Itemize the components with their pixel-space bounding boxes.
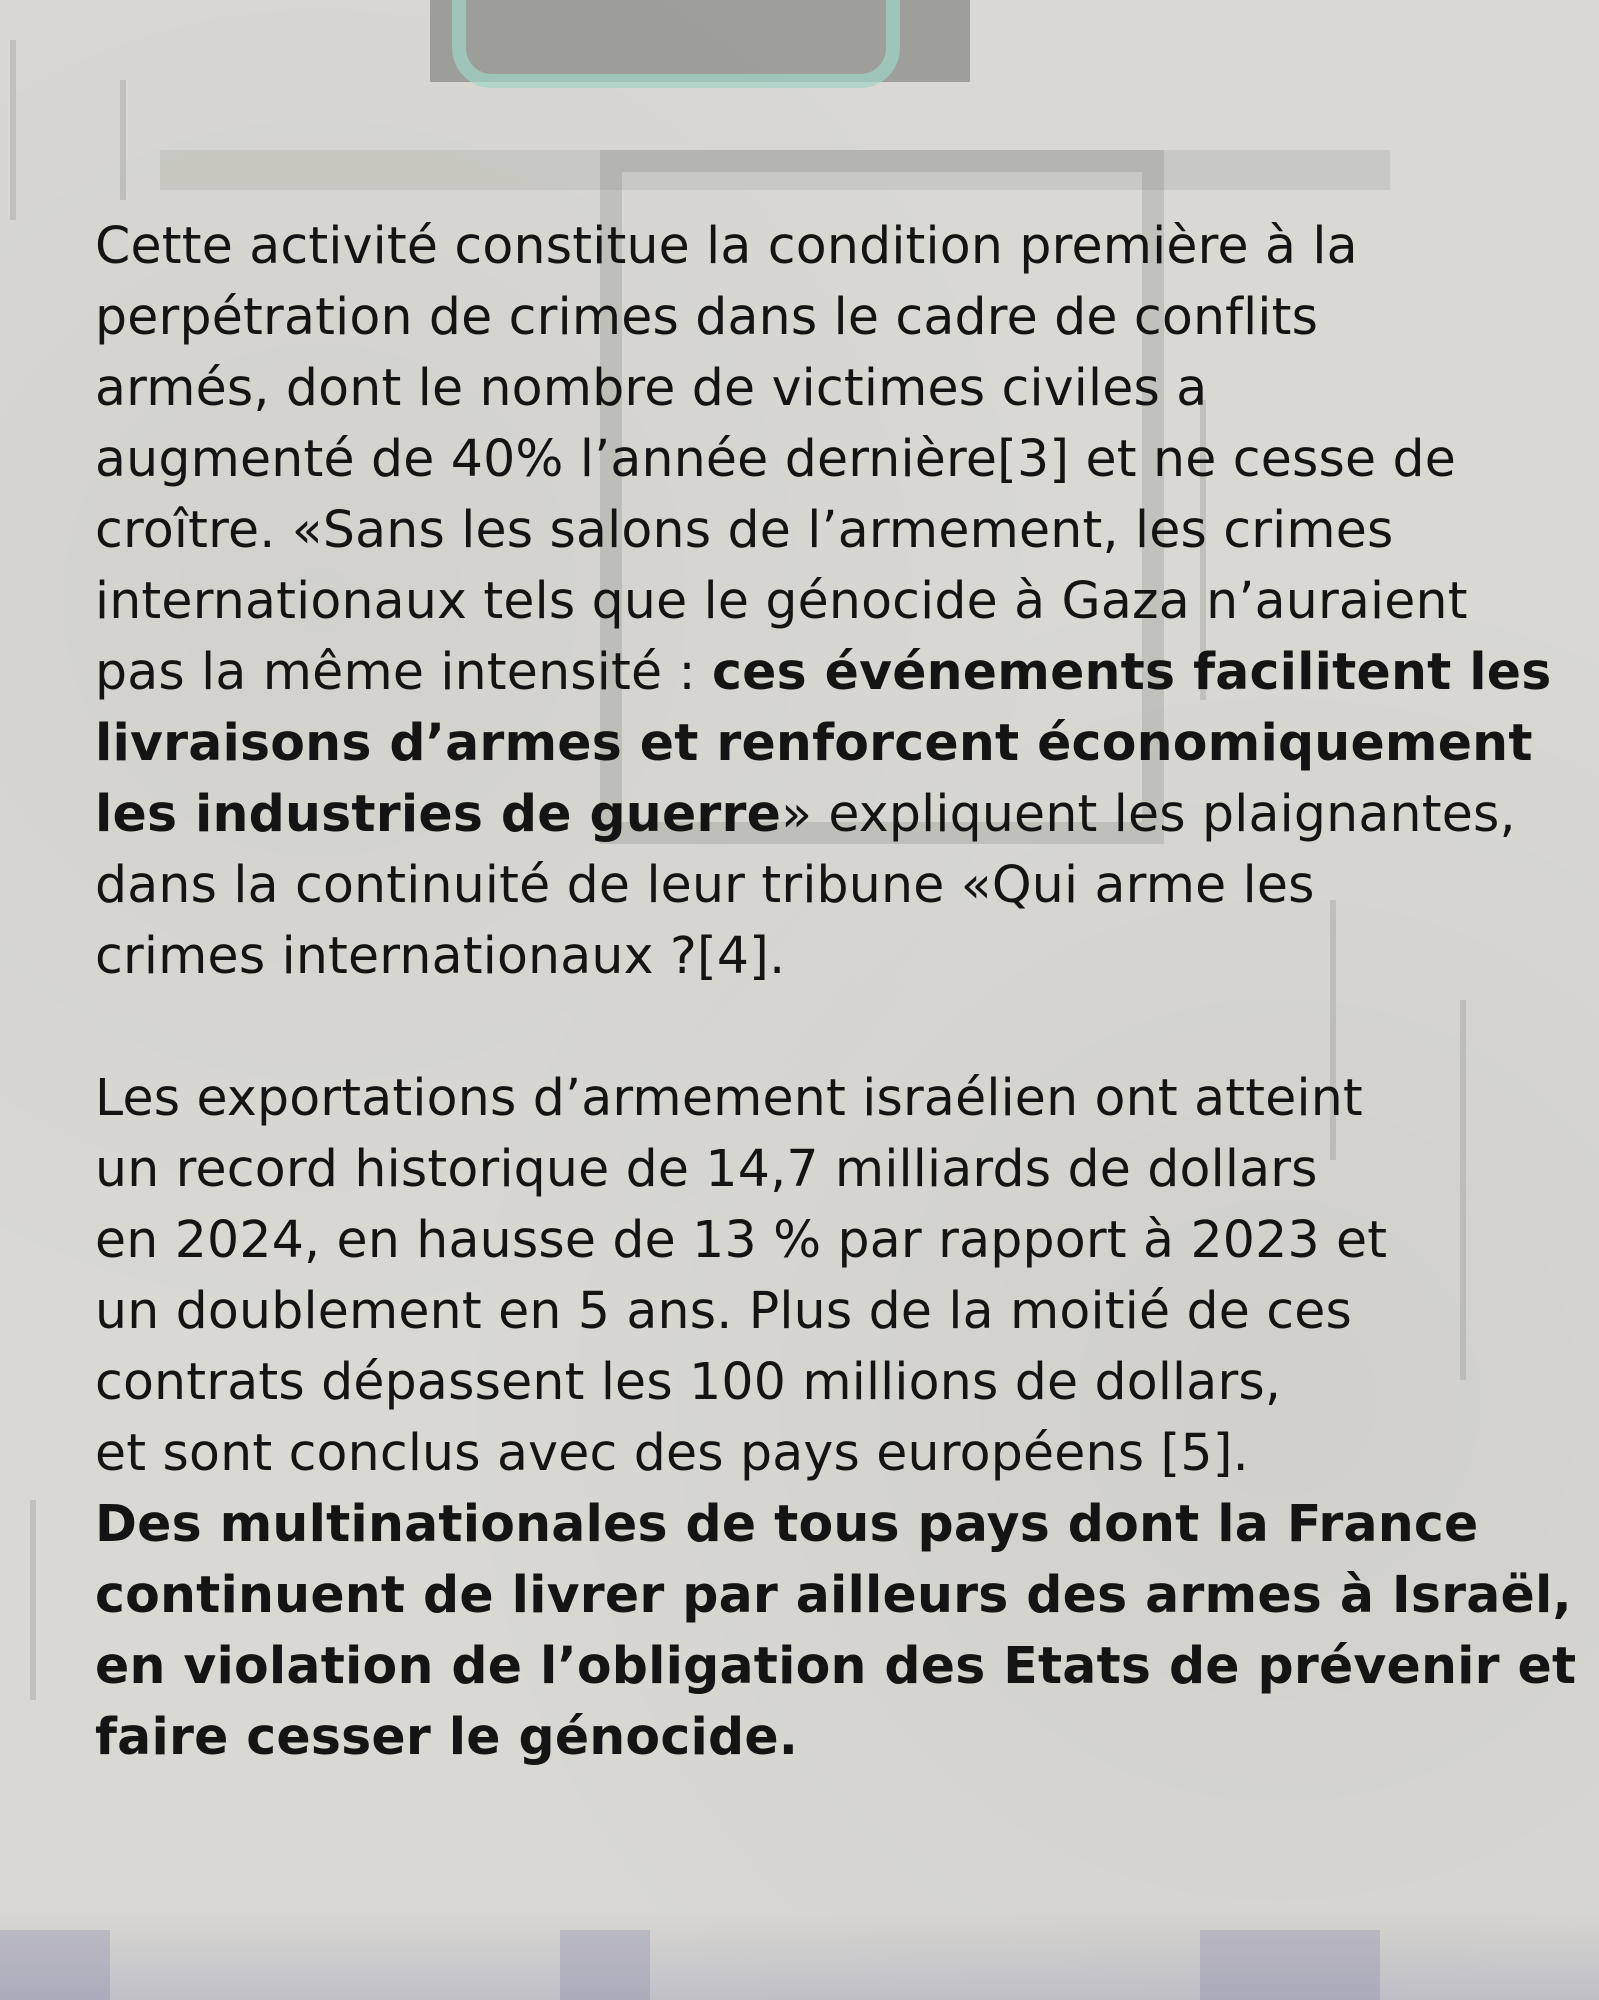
text-line	[95, 352, 1515, 423]
text-line	[95, 1488, 1515, 1559]
text-run: en 2024, en hausse de 13 % par rapport à 2023 et	[95, 1210, 1388, 1269]
text-line	[95, 707, 1533, 778]
text-run: Cette activité constitue la condition première à la	[95, 216, 1358, 275]
text-line	[95, 423, 1515, 494]
text-line	[95, 920, 1515, 991]
text-run: et sont conclus avec des pays européens [5].	[95, 1423, 1249, 1482]
paragraph-spacer	[95, 991, 1515, 1062]
text-line	[95, 1417, 1515, 1488]
paragraph-1	[95, 210, 1552, 991]
text-line	[95, 1204, 1515, 1275]
text-line	[95, 565, 1515, 636]
text-run: crimes internationaux ?[4].	[95, 926, 786, 985]
background-logo-band	[430, 0, 970, 82]
text-run: augmenté de 40% l’année dernière[3] et ne cesse de	[95, 429, 1457, 488]
text-line	[95, 1701, 1515, 1772]
paragraph-2	[95, 1062, 1577, 1772]
text-run: perpétration de crimes dans le cadre de conflits	[95, 287, 1319, 346]
text-line	[95, 1062, 1515, 1133]
bold-text-run: Des multinationales de tous pays dont la France	[95, 1494, 1479, 1553]
text-run: un record historique de 14,7 milliards de dollars	[95, 1139, 1318, 1198]
background-streak	[10, 40, 16, 220]
bold-text-run: livraisons d’armes et renforcent économiquement	[95, 713, 1533, 772]
text-line	[95, 494, 1515, 565]
text-run: un doublement en 5 ans. Plus de la moitié de ces	[95, 1281, 1353, 1340]
article-text	[95, 210, 1577, 1772]
background-bottom-block	[0, 1930, 110, 2000]
bold-text-run: ces événements facilitent les	[712, 642, 1552, 701]
text-line	[95, 778, 1515, 849]
text-run: croître. «Sans les salons de l’armement, les crimes	[95, 500, 1394, 559]
bold-text-run: les industries de guerre	[95, 784, 782, 843]
text-line	[95, 1346, 1515, 1417]
bold-text-run: faire cesser le génocide.	[95, 1707, 799, 1766]
bold-text-run: en violation de l’obligation des Etats de prévenir et	[95, 1636, 1577, 1695]
text-line	[95, 1275, 1515, 1346]
text-run: armés, dont le nombre de victimes civiles a	[95, 358, 1208, 417]
text-line	[95, 636, 1552, 707]
background-bottom-block	[560, 1930, 650, 2000]
text-line	[95, 849, 1515, 920]
background-bottom-fade	[0, 1910, 1599, 2000]
text-line	[95, 210, 1515, 281]
text-run: Les exportations d’armement israélien ont atteint	[95, 1068, 1363, 1127]
background-top-band	[160, 150, 1390, 190]
background-streak	[30, 1500, 36, 1700]
background-bottom-block	[1200, 1930, 1380, 2000]
text-run: dans la continuité de leur tribune «Qui arme les	[95, 855, 1315, 914]
text-run: internationaux tels que le génocide à Gaza n’auraient	[95, 571, 1468, 630]
bold-text-run: continuent de livrer par ailleurs des armes à Israël,	[95, 1565, 1572, 1624]
text-run: » expliquent les plaignantes,	[781, 784, 1516, 843]
text-run: contrats dépassent les 100 millions de dollars,	[95, 1352, 1282, 1411]
background-logo-glyph	[452, 0, 900, 88]
text-run: pas la même intensité :	[95, 642, 713, 701]
text-line	[95, 1133, 1515, 1204]
text-line	[95, 281, 1515, 352]
text-line	[95, 1630, 1577, 1701]
text-line	[95, 1559, 1572, 1630]
background-streak	[120, 80, 126, 200]
